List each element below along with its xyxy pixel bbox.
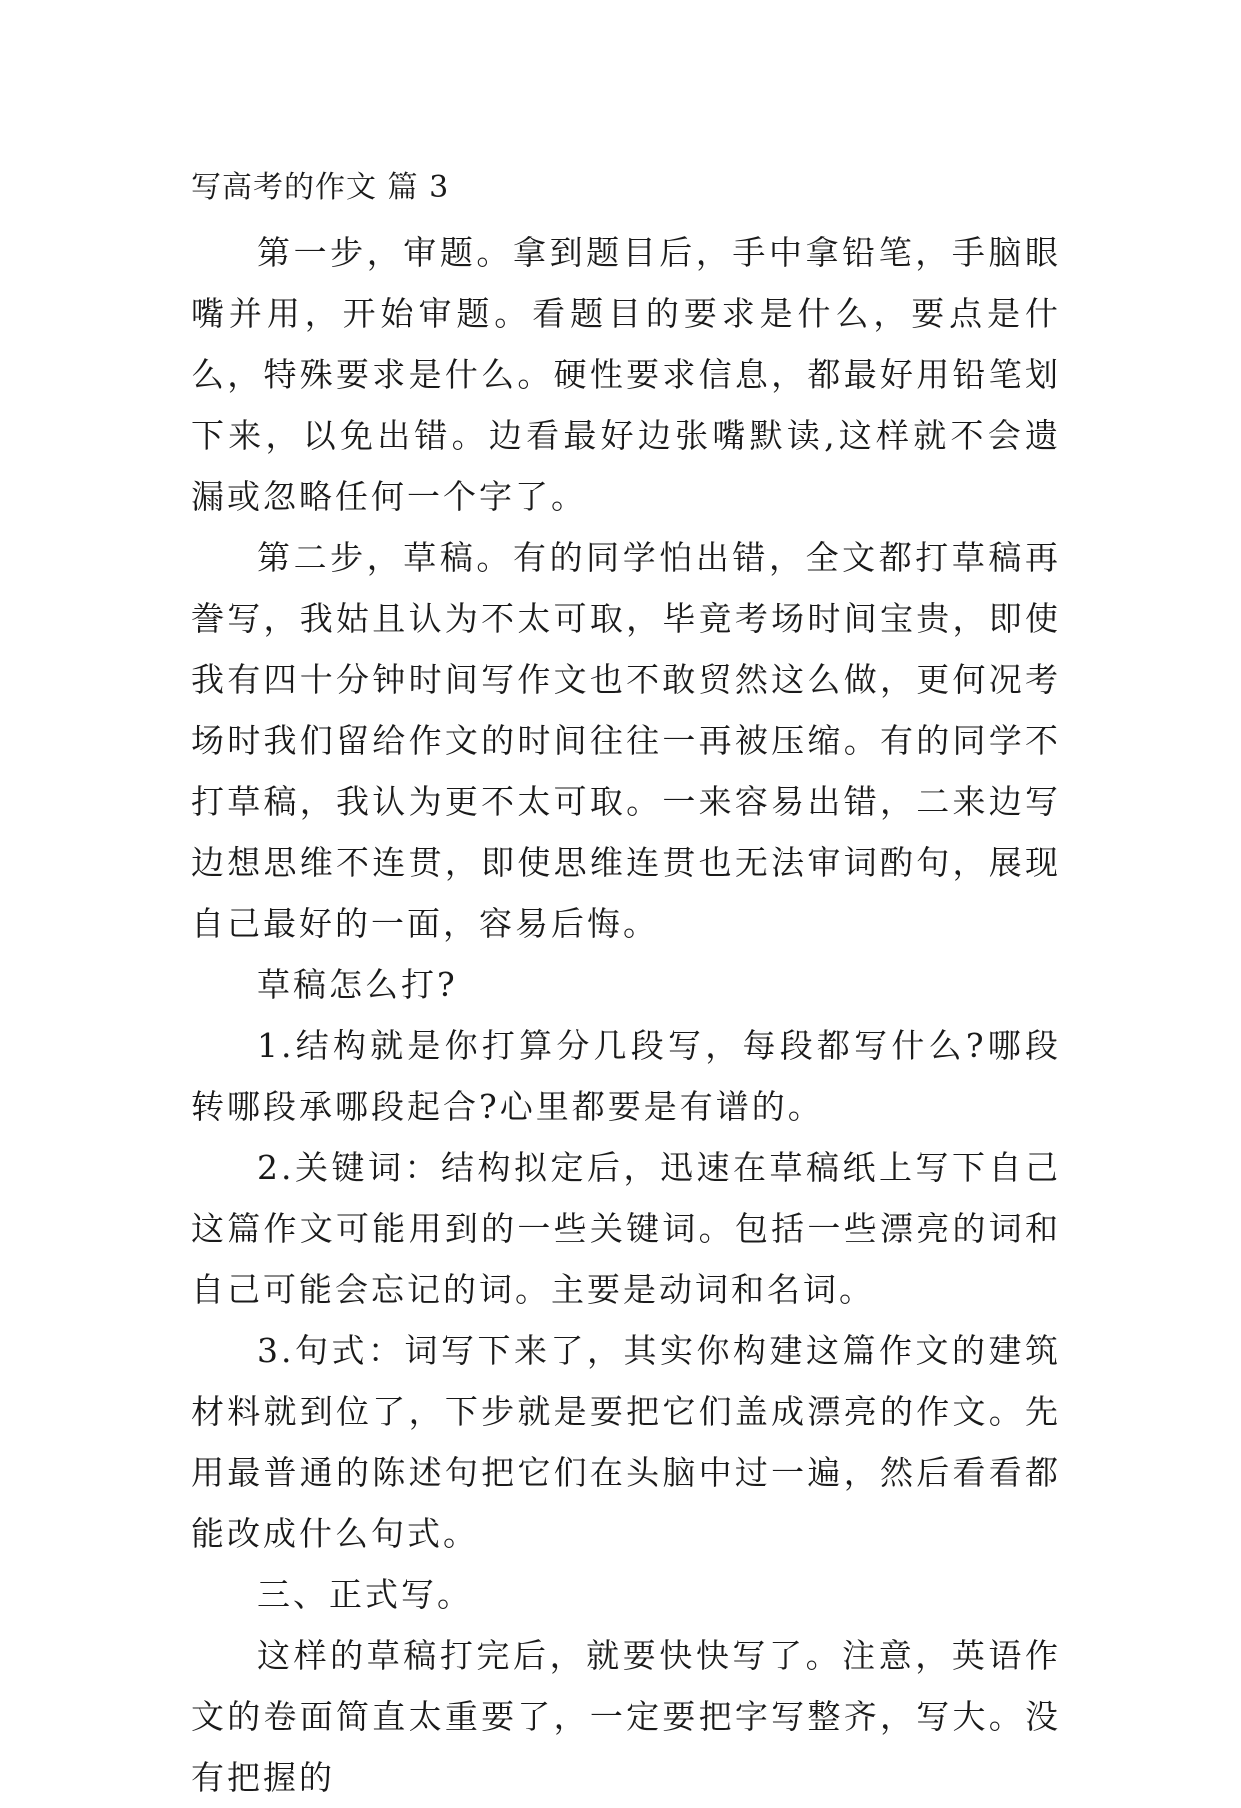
paragraph-structure: 1.结构就是你打算分几段写，每段都写什么?哪段转哪段承哪段起合?心里都要是有谱的。: [191, 1026, 1061, 1126]
paragraph-draft-question: 草稿怎么打?: [257, 965, 458, 1004]
paragraph-sentence-patterns: 3.句式：词写下来了，其实你构建这篇作文的建筑材料就到位了，下步就是要把它们盖成漂亮的作文。先用最普通的陈述句把它们在头脑中过一遍，然后看看都能改成什么句式。: [191, 1331, 1061, 1553]
paragraph-step-two: 第二步，草稿。有的同学怕出错，全文都打草稿再誊写，我姑且认为不太可取，毕竟考场时间宝贵，即使我有四十分钟时间写作文也不敢贸然这么做，更何况考场时我们留给作文的时间往往一再被压缩。有的同学不打草稿，我认为更不太可取。一来容易出错，二来边写边想思维不连贯，即使思维连贯也无法审词酌句，展现自己最好的一面，容易后悔。: [191, 538, 1061, 943]
paragraph-step-one: 第一步，审题。拿到题目后，手中拿铅笔，手脑眼嘴并用，开始审题。看题目的要求是什么，要点是什么，特殊要求是什么。硬性要求信息，都最好用铅笔划下来，以免出错。边看最好边张嘴默读,这样就不会遗漏或忽略任何一个字了。: [191, 233, 1061, 516]
document-page: [191, 164, 1061, 1808]
paragraph-step-three: 三、正式写。: [257, 1575, 473, 1614]
document-title: 写高考的作文 篇 3: [191, 170, 450, 205]
paragraph-formal-writing: 这样的草稿打完后，就要快快写了。注意，英语作文的卷面简直太重要了，一定要把字写整齐，写大。没有把握的: [191, 1636, 1061, 1797]
paragraph-keywords: 2.关键词：结构拟定后，迅速在草稿纸上写下自己这篇作文可能用到的一些关键词。包括一些漂亮的词和自己可能会忘记的词。主要是动词和名词。: [191, 1148, 1061, 1309]
